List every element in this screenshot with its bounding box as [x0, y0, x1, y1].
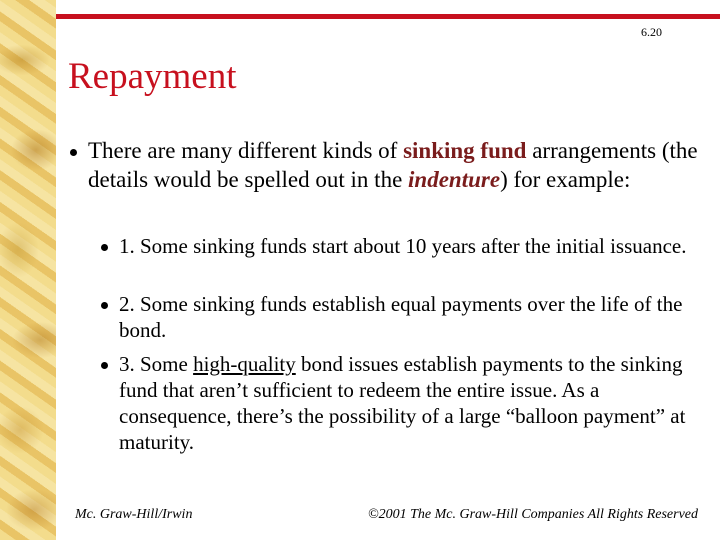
sub-bullet-3-start: 3. Some — [119, 352, 194, 376]
sub-bullet-text: 1. Some sinking funds start about 10 years after the initial issuance. — [119, 234, 687, 258]
footer-copyright: ©2001 The Mc. Graw-Hill Companies All Rights Reserved — [367, 507, 698, 522]
sub-bullet-text: 2. Some sinking funds establish equal payments over the life of the bond. — [119, 292, 683, 342]
sub-bullet-3-end: bond issues establish payments to the sinking fund that aren’t sufficient to redeem the entire issue. As a consequence, there’s the possibility of a large “balloon payment” at maturity. — [119, 352, 686, 454]
main-bullet-text — [88, 136, 708, 194]
main-bullet-text-end: ) for example: — [500, 167, 631, 192]
footer-publisher: Mc. Graw-Hill/Irwin — [75, 507, 193, 522]
sub-bullet-icon — [101, 302, 108, 309]
main-bullet-text-start: There are many different kinds of — [88, 138, 404, 163]
slide-number: 6.20 — [641, 25, 662, 39]
sub-bullet-icon — [101, 362, 108, 369]
term-high-quality: high-quality — [193, 352, 296, 376]
sub-bullet-text-3 — [119, 351, 709, 455]
term-indenture: indenture — [408, 167, 501, 192]
main-bullet-icon — [70, 149, 77, 156]
decorative-side-stripe — [0, 0, 56, 540]
sub-bullet-icon — [101, 244, 108, 251]
main-bullet-text-middle: arrangements (the details would be spelled out in the — [88, 138, 698, 192]
slide-title: Repayment — [68, 56, 237, 97]
top-accent-bar — [56, 14, 720, 19]
term-sinking-fund: sinking fund — [403, 138, 527, 163]
